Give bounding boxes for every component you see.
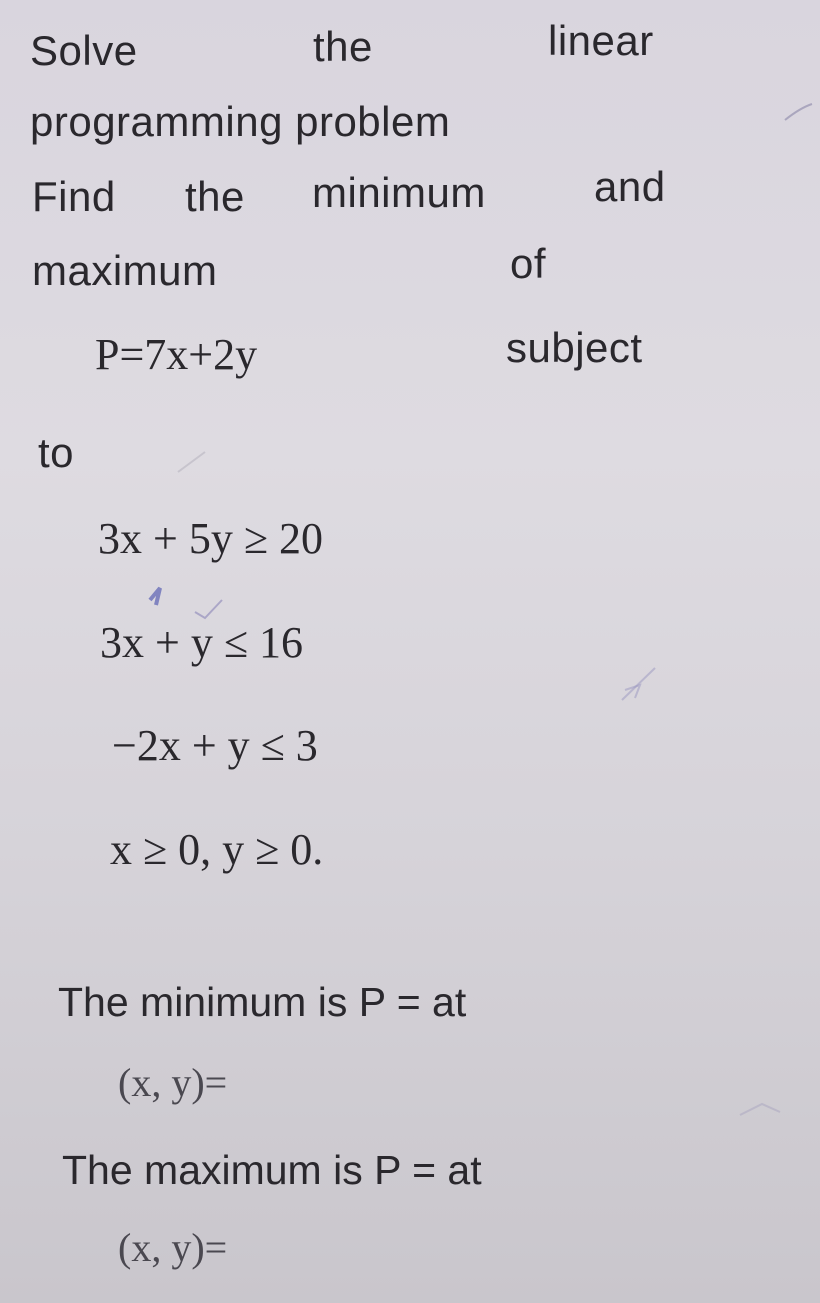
maximum-answer-label: The maximum is P = at (62, 1147, 482, 1193)
minimum-answer-label: The minimum is P = at (58, 979, 467, 1025)
question-word-minimum: minimum (312, 169, 486, 216)
constraint-nonnegativity: x ≥ 0, y ≥ 0. (110, 825, 324, 874)
minimum-point-label: (x, y)= (118, 1060, 228, 1105)
constraint-2: 3x + y ≤ 16 (100, 618, 303, 667)
question-word-of: of (510, 240, 547, 287)
question-word-solve: Solve (30, 27, 138, 74)
question-word-the: the (313, 23, 373, 70)
question-line-programming-problem: programming problem (30, 98, 451, 145)
question-word-maximum: maximum (32, 247, 218, 294)
question-word-find: Find (32, 173, 116, 220)
question-word-and: and (594, 163, 666, 210)
objective-function: P=7x+2y (95, 330, 258, 379)
constraint-1: 3x + 5y ≥ 20 (98, 514, 323, 563)
question-word-linear: linear (548, 17, 654, 64)
constraint-3: −2x + y ≤ 3 (112, 721, 318, 770)
maximum-point-label: (x, y)= (118, 1225, 228, 1270)
question-word-the-2: the (185, 173, 245, 220)
question-word-subject: subject (506, 324, 643, 371)
question-word-to: to (38, 429, 75, 476)
